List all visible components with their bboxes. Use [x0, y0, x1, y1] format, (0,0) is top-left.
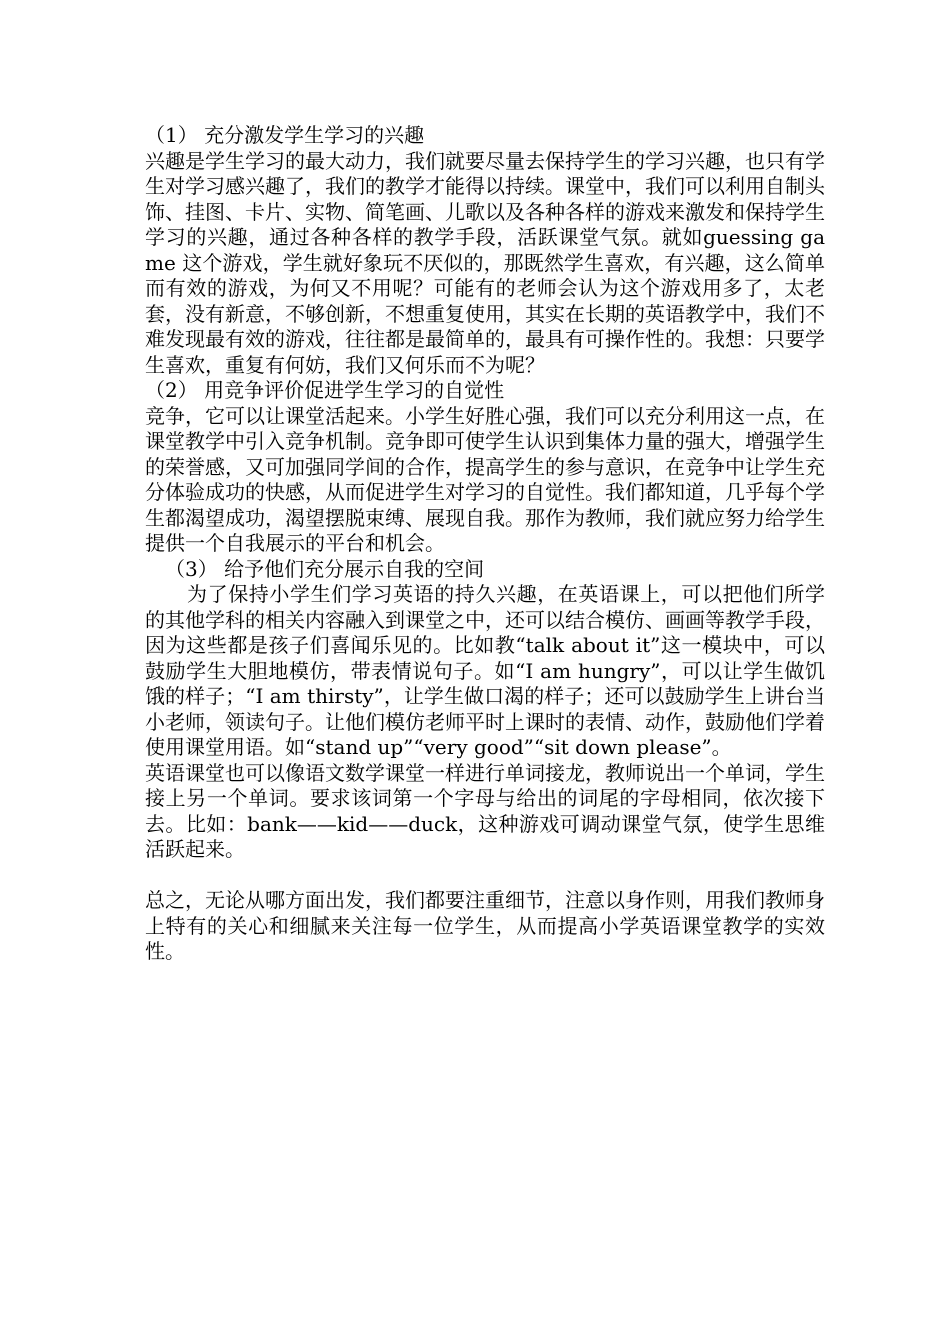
section-2-heading: （2） 用竞争评价促进学生学习的自觉性 [145, 378, 505, 402]
conclusion-paragraph: 总之，无论从哪方面出发，我们都要注重细节，注意以身作则，用我们教师身上特有的关心和细腻来关注每一位学生，从而提高小学英语课堂教学的实效性。 [145, 888, 825, 963]
section-1-heading: （1） 充分激发学生学习的兴趣 [145, 123, 425, 147]
document-page [145, 123, 825, 965]
section-3-paragraph-1: 为了保持小学生们学习英语的持久兴趣，在英语课上，可以把他们所学的其他学科的相关内容融入到课堂之中，还可以结合模仿、画画等教学手段，因为这些都是孩子们喜闻乐见的。比如教“talk about it”这一模块中，可以鼓励学生大胆地模仿，带表情说句子。如“I am hungry”，可以让学生做饥饿的样子；“I am thirsty”，让学生做口渴的样子；还可以鼓励学生上讲台当小老师，领读句子。让他们模仿老师平时上课时的表情、动作，鼓励他们学着使用课堂用语。如“stand up”“very good”“sit down please”。 [145, 582, 825, 759]
section-3-heading: （3） 给予他们充分展示自我的空间 [165, 556, 485, 581]
section-2-paragraph: 竞争，它可以让课堂活起来。小学生好胜心强，我们可以充分利用这一点，在课堂教学中引入竞争机制。竞争即可使学生认识到集体力量的强大，增强学生的荣誉感，又可加强同学间的合作，提高学生的参与意识，在竞争中让学生充分体验成功的快感，从而促进学生对学习的自觉性。我们都知道，几乎每个学生都渴望成功，渴望摆脱束缚、展现自我。那作为教师，我们就应努力给学生提供一个自我展示的平台和机会。 [145, 403, 825, 555]
section-1-paragraph: 兴趣是学生学习的最大动力，我们就要尽量去保持学生的学习兴趣，也只有学生对学习感兴趣了，我们的教学才能得以持续。课堂中，我们可以利用自制头饰、挂图、卡片、实物、简笔画、儿歌以及各种各样的游戏来激发和保持学生学习的兴趣，通过各种各样的教学手段，活跃课堂气氛。就如guessing game 这个游戏，学生就好象玩不厌似的，那既然学生喜欢，有兴趣，这么简单而有效的游戏，为何又不用呢？可能有的老师会认为这个游戏用多了，太老套，没有新意，不够创新，不想重复使用，其实在长期的英语教学中，我们不难发现最有效的游戏，往往都是最简单的，最具有可操作性的。我想：只要学生喜欢，重复有何妨，我们又何乐而不为呢？ [145, 148, 825, 377]
blank-line [145, 863, 825, 889]
section-3-paragraph-2: 英语课堂也可以像语文数学课堂一样进行单词接龙，教师说出一个单词，学生接上另一个单词。要求该词第一个字母与给出的词尾的字母相同，依次接下去。比如：bank——kid——duck，这种游戏可调动课堂气氛，使学生思维活跃起来。 [145, 760, 825, 861]
